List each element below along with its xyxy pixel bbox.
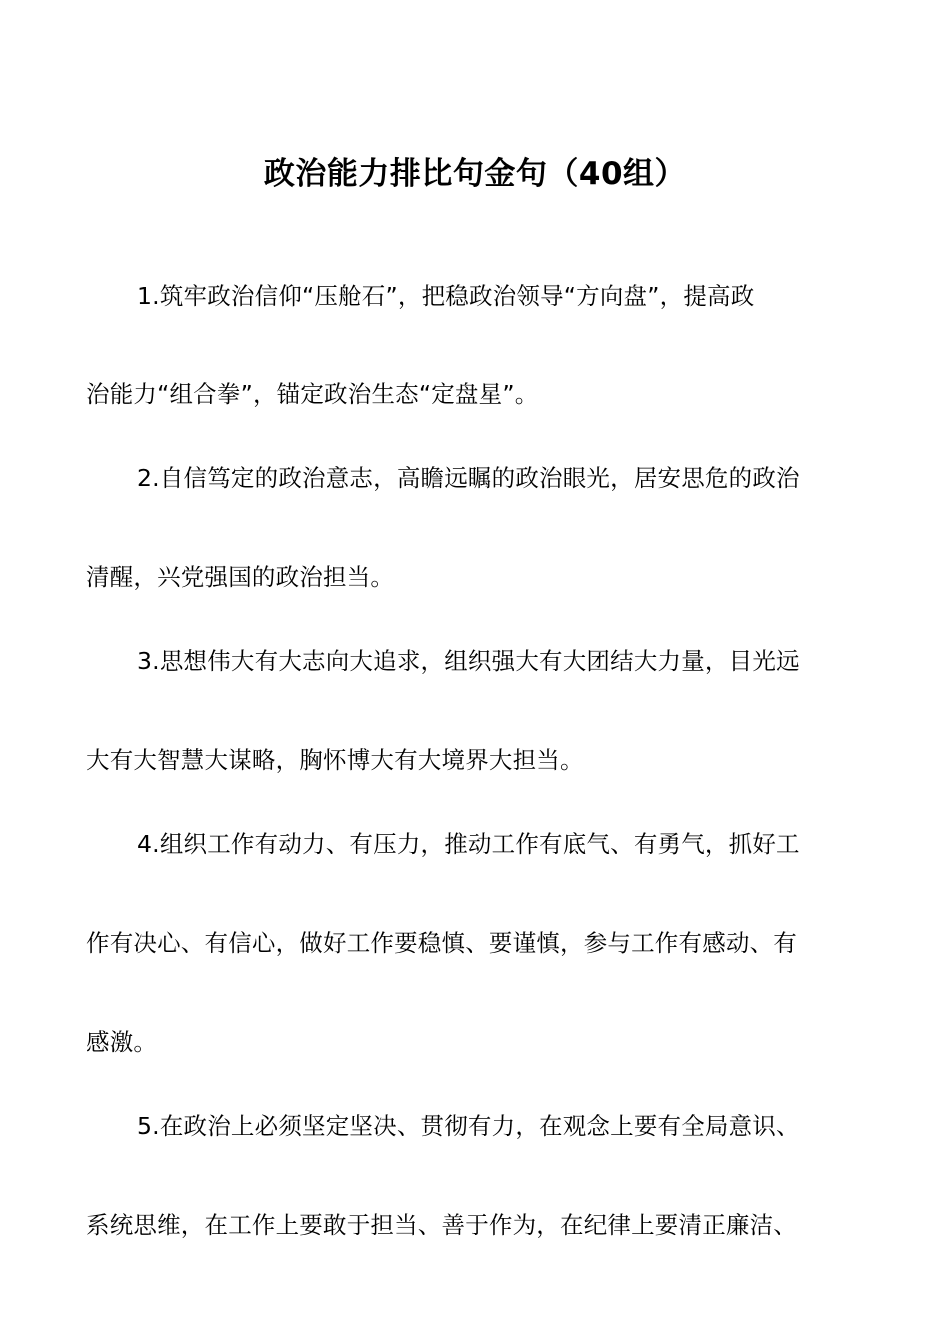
paragraph-4-line-1: 4.组织工作有动力、有压力，推动工作有底气、有勇气，抓好工 [137,830,800,858]
paragraph-5-line-2: 系统思维，在工作上要敢于担当、善于作为，在纪律上要清正廉洁、 [86,1211,797,1239]
paragraph-1-line-2: 治能力“组合拳”，锚定政治生态“定盘星”。 [86,380,539,408]
paragraph-2-line-2: 清醒，兴党强国的政治担当。 [86,563,395,591]
paragraph-3-line-2: 大有大智慧大谋略，胸怀博大有大境界大担当。 [86,746,584,774]
paragraph-1-line-1: 1.筑牢政治信仰“压舱石”，把稳政治领导“方向盘”，提高政 [137,282,755,310]
paragraph-2-line-1: 2.自信笃定的政治意志，高瞻远瞩的政治眼光，居安思危的政治 [137,464,800,492]
paragraph-5-line-1: 5.在政治上必须坚定坚决、贯彻有力，在观念上要有全局意识、 [137,1112,800,1140]
paragraph-3-line-1: 3.思想伟大有大志向大追求，组织强大有大团结大力量，目光远 [137,647,800,675]
document-title: 政治能力排比句金句（40组） [263,156,687,192]
paragraph-4-line-2: 作有决心、有信心，做好工作要稳慎、要谨慎，参与工作有感动、有 [86,929,797,957]
paragraph-4-line-3: 感激。 [86,1028,158,1056]
